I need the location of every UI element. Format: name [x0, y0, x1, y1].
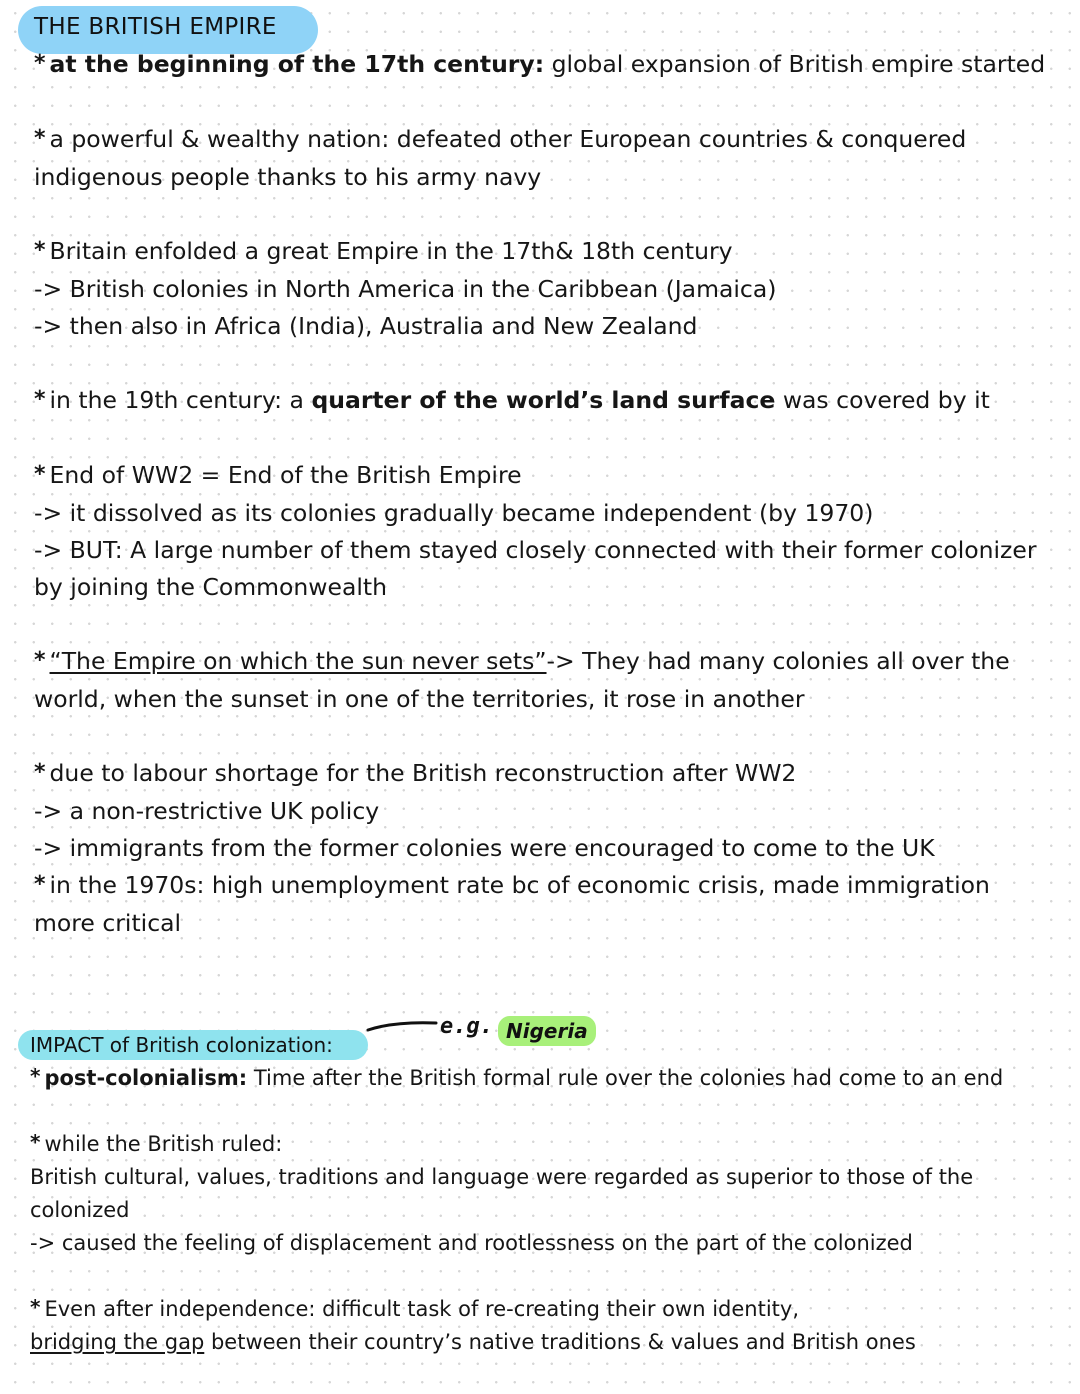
asterisk-icon: *	[34, 126, 46, 151]
note-while-british-ruled: * while the British ruled: British cultural, values, traditions and language were regarded as superior to those of the colonized -> caused the feeling of displacement and rootlessness on the part of the colonized	[30, 1130, 974, 1255]
asterisk-icon: *	[34, 387, 46, 412]
empire-notes	[34, 46, 1054, 942]
example-label: e.g.	[440, 1014, 493, 1039]
asterisk-icon: *	[34, 872, 46, 897]
note-post-colonialism: * post-colonialism: Time after the British formal rule over the colonies had come to an end	[30, 1064, 1004, 1090]
note-19th-century: * in the 19th century: a quarter of the world’s land surface was covered by it	[34, 386, 990, 414]
asterisk-icon: *	[34, 462, 46, 487]
asterisk-icon: *	[30, 1064, 41, 1088]
asterisk-icon: *	[34, 238, 46, 263]
note-powerful-nation: * a powerful & wealthy nation: defeated other European countries & conquered indigenous people thanks to his army navy	[34, 125, 967, 191]
example-country: Nigeria	[498, 1016, 596, 1046]
asterisk-icon: *	[30, 1130, 41, 1154]
note-end-of-ww2: * End of WW2 = End of the British Empire -> it dissolved as its colonies gradually became independent (by 1970) -> BUT: A large number of them stayed closely connected with their former colonizer by joining the Commonwealth	[34, 461, 1037, 601]
note-great-empire: * Britain enfolded a great Empire in the 17th& 18th century -> British colonies in North America in the Caribbean (Jamaica) -> then also in Africa (India), Australia and New Zealand	[34, 237, 777, 340]
impact-notes	[30, 1062, 1060, 1359]
asterisk-icon: *	[34, 760, 46, 785]
asterisk-icon: *	[34, 648, 46, 673]
asterisk-icon: *	[30, 1295, 41, 1319]
note-labour-shortage: * due to labour shortage for the British reconstruction after WW2 -> a non-restrictive UK policy -> immigrants from the former colonies were encouraged to come to the UK * in the 1970s: high unemployment rate bc of economic crisis, made immigration more critical	[34, 759, 990, 937]
note-17th-century: * at the beginning of the 17th century: global expansion of British empire started	[34, 50, 1046, 78]
note-after-independence: * Even after independence: difficult task of re-creating their own identity, bridging the gap between their country’s native traditions & values and British ones	[30, 1295, 916, 1354]
impact-heading: IMPACT of British colonization:	[18, 1030, 368, 1060]
connector-line	[366, 1018, 438, 1032]
asterisk-icon: *	[34, 51, 46, 76]
page-title: THE BRITISH EMPIRE	[18, 6, 318, 54]
note-sun-never-sets: * “The Empire on which the sun never sets”-> They had many colonies all over the world, when the sunset in one of the territories, it rose in another	[34, 647, 1010, 713]
